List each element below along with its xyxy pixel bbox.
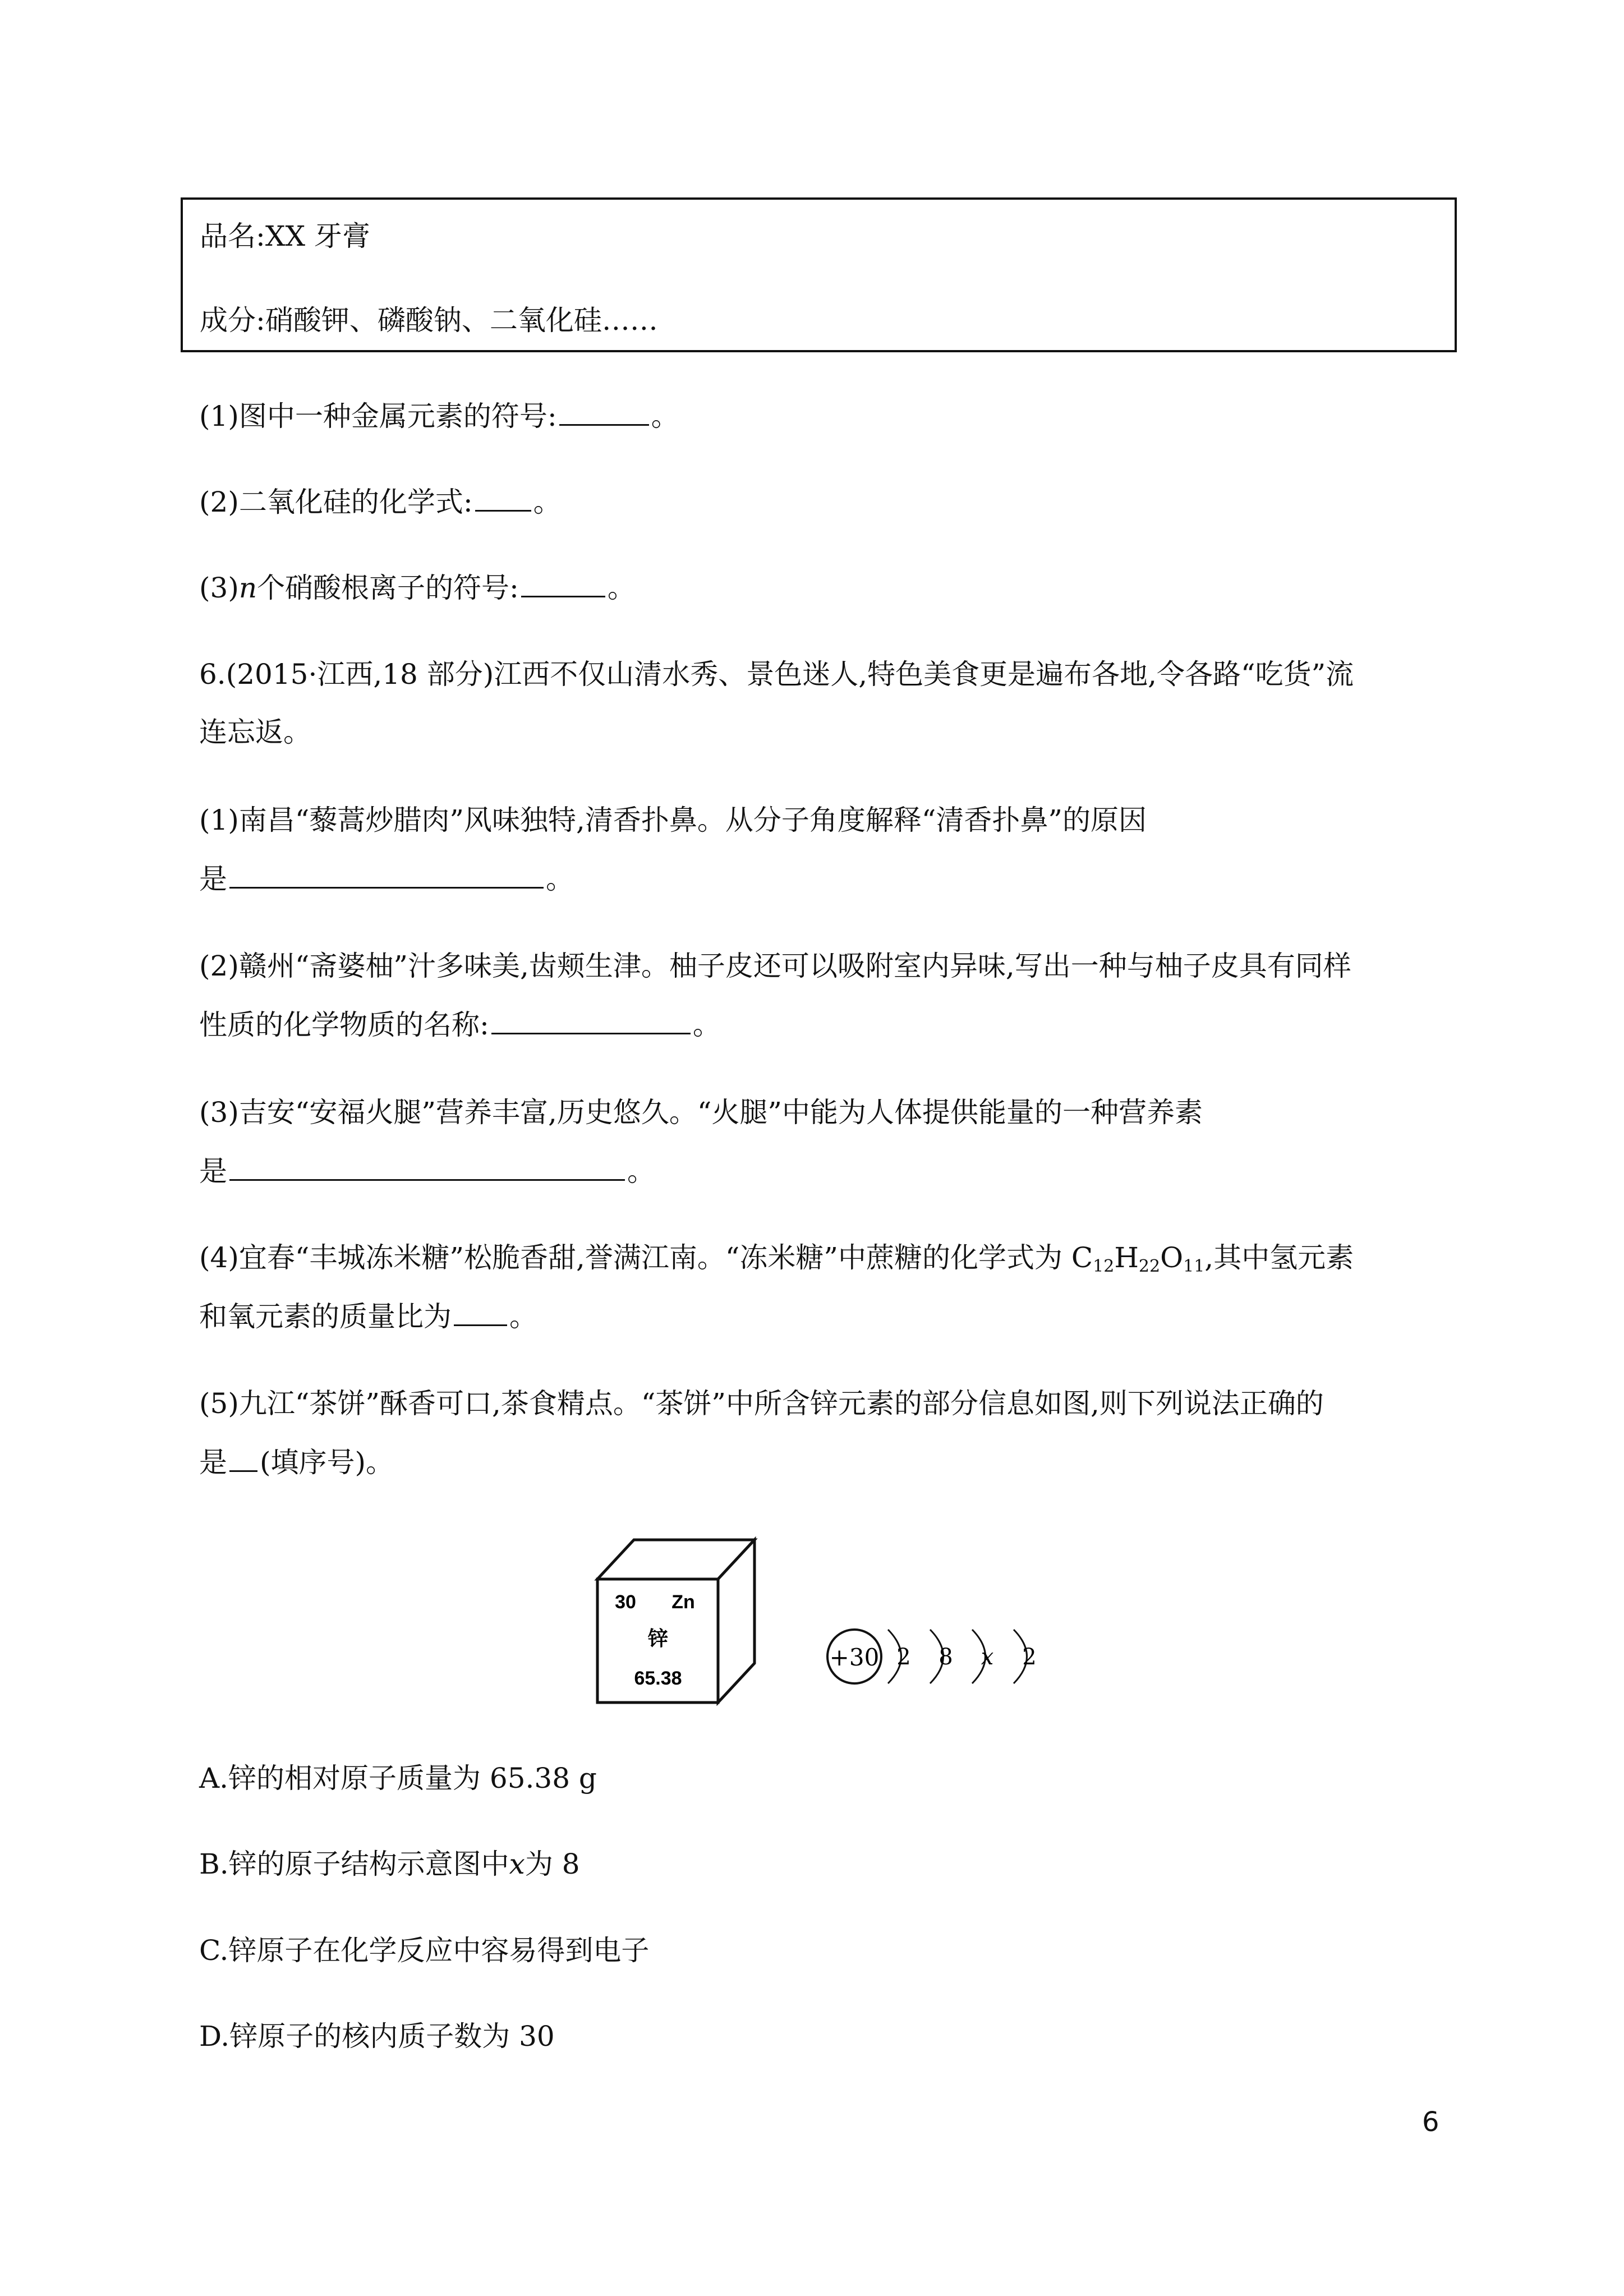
shell-electron-count: x [981, 1644, 994, 1670]
answer-blank[interactable] [559, 399, 649, 426]
answer-blank[interactable] [475, 485, 531, 512]
q6-subquestion-2-line-1: (2)赣州“斋婆柚”汁多味美,齿颊生津。柚子皮还可以吸附室内异味,写出一种与柚子皮具有同样 [199, 950, 1351, 982]
option-d[interactable]: D.锌原子的核内质子数为 30 [199, 2020, 555, 2053]
q6-intro-line-1: 6.(2015·江西,18 部分)江西不仅山清水秀、景色迷人,特色美食更是遍布各地,令各路“吃货”流 [199, 658, 1354, 691]
q6-end-mark: 。 [692, 1009, 721, 1041]
answer-blank[interactable] [521, 571, 605, 597]
q6-subquestion-4-line-1 [199, 1241, 1354, 1274]
q6-end-mark: 。 [627, 1155, 655, 1188]
formula-element: O [1160, 1241, 1184, 1274]
q6-subquestion-2-line-2 [199, 1008, 721, 1042]
element-symbol: Zn [671, 1591, 695, 1613]
q5-subquestion-3 [199, 571, 636, 605]
option-b[interactable] [199, 1847, 580, 1881]
answer-blank[interactable] [454, 1300, 507, 1326]
q5-subquestion-1-text: (1)图中一种金属元素的符号: [199, 400, 557, 432]
answer-blank[interactable] [229, 1154, 625, 1181]
element-card-cube [597, 1540, 755, 1703]
answer-blank[interactable] [229, 862, 544, 889]
q5-end-mark: 。 [607, 572, 636, 604]
q6-subquestion-4-suffix: ,其中氢元素 [1204, 1241, 1354, 1274]
formula-subscript: 22 [1138, 1257, 1161, 1276]
q5-subquestion-2 [199, 485, 562, 519]
product-info-box [181, 197, 1457, 352]
q5-subquestion-2-text: (2)二氧化硅的化学式: [199, 486, 473, 518]
q6-subquestion-1-line-1: (1)南昌“藜蒿炒腊肉”风味独特,清香扑鼻。从分子角度解释“清香扑鼻”的原因 [199, 804, 1147, 836]
shell-electron-count: 2 [1022, 1644, 1037, 1670]
q6-subquestion-4-prefix: 和氧元素的质量比为 [199, 1300, 452, 1333]
q6-end-mark: 。 [509, 1300, 537, 1333]
q6-subquestion-5-line-2 [199, 1446, 394, 1479]
q5-subquestion-3-text: 个硝酸根离子的符号: [257, 572, 519, 604]
q6-subquestion-5-suffix: (填序号)。 [260, 1446, 394, 1479]
atomic-number: 30 [615, 1591, 636, 1613]
formula-element: H [1114, 1241, 1139, 1274]
q6-subquestion-1-prefix: 是 [199, 863, 227, 895]
option-a[interactable]: A.锌的相对原子质量为 65.38 g [199, 1762, 597, 1795]
formula-subscript: 11 [1183, 1257, 1205, 1276]
element-name: 锌 [647, 1627, 669, 1650]
product-ingredients-line: 成分:硝酸钾、磷酸钠、二氧化硅…… [200, 304, 658, 337]
q5-variable-n: n [238, 572, 257, 604]
formula-subscript: 12 [1093, 1257, 1115, 1276]
shell-electron-count: 8 [938, 1644, 953, 1670]
q5-end-mark: 。 [651, 400, 679, 432]
option-c[interactable]: C.锌原子在化学反应中容易得到电子 [199, 1934, 650, 1967]
q6-subquestion-5-line-1: (5)九江“茶饼”酥香可口,茶食精点。“茶饼”中所含锌元素的部分信息如图,则下列说法正确的 [199, 1387, 1324, 1420]
q6-end-mark: 。 [546, 863, 574, 895]
nucleus-charge: +30 [829, 1644, 880, 1671]
q6-subquestion-4-text: (4)宜春“丰城冻米糖”松脆香甜,誉满江南。“冻米糖”中蔗糖的化学式为 C [199, 1241, 1093, 1274]
shell-electron-count: 2 [896, 1644, 911, 1670]
q5-subquestion-3-prefix: (3) [199, 572, 239, 604]
zinc-element-figure [592, 1534, 1074, 1708]
q6-subquestion-5-prefix: 是 [199, 1446, 227, 1479]
q5-subquestion-1 [199, 399, 679, 433]
product-name-line: 品名:XX 牙膏 [200, 220, 370, 252]
q6-intro-line-2: 连忘返。 [199, 716, 311, 748]
page-number: 6 [1422, 2106, 1439, 2138]
q6-subquestion-3-line-2 [199, 1154, 655, 1188]
atomic-mass: 65.38 [634, 1668, 682, 1689]
option-b-variable: x [509, 1848, 525, 1880]
q5-end-mark: 。 [533, 486, 562, 518]
q6-subquestion-1-line-2 [199, 862, 574, 896]
answer-blank[interactable] [491, 1008, 691, 1034]
q6-subquestion-3-line-1: (3)吉安“安福火腿”营养丰富,历史悠久。“火腿”中能为人体提供能量的一种营养素 [199, 1096, 1203, 1129]
option-b-suffix: 为 8 [525, 1848, 580, 1880]
answer-blank[interactable] [229, 1446, 257, 1472]
q6-subquestion-2-prefix: 性质的化学物质的名称: [199, 1009, 489, 1041]
option-b-text: B.锌的原子结构示意图中 [199, 1848, 509, 1880]
q6-subquestion-4-line-2 [199, 1300, 537, 1333]
atom-structure-diagram [827, 1630, 1037, 1683]
q6-subquestion-3-prefix: 是 [199, 1155, 227, 1188]
